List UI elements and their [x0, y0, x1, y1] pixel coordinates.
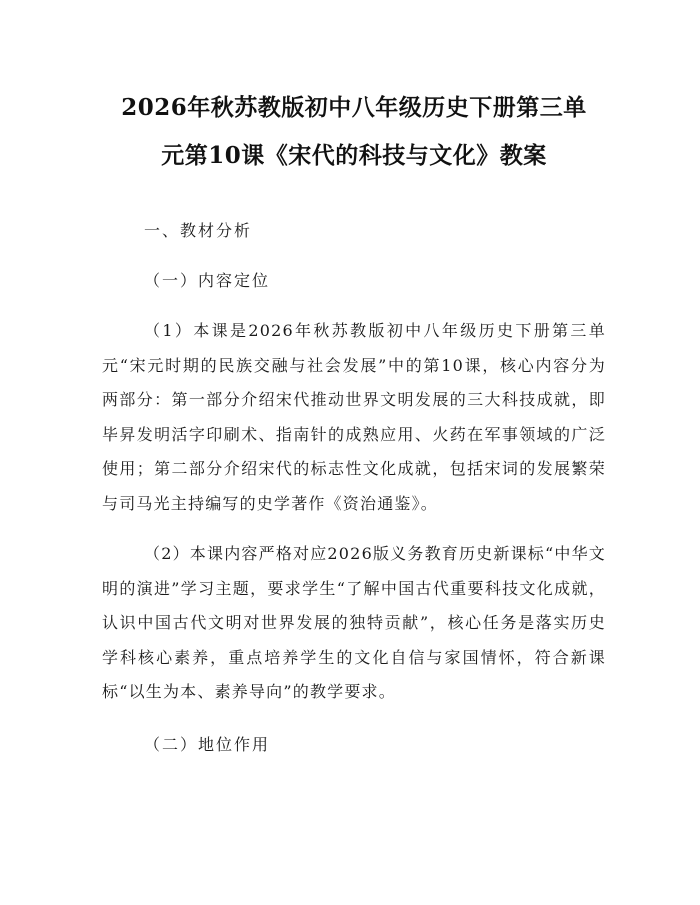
subsection-heading-content-positioning: （一）内容定位: [144, 271, 271, 290]
document-title: [102, 84, 606, 180]
paragraph-content-overview: （1）本课是2026年秋苏教版初中八年级历史下册第三单元“宋元时期的民族交融与社会发展”中的第10课，核心内容分为两部分：第一部分介绍宋代推动世界文明发展的三大科技成就，即毕昇发明活字印刷术、指南针的成熟应用、火药在军事领域的广泛使用；第二部分介绍宋代的标志性文化成就，包括宋词的发展繁荣与司马光主持编写的史学著作《资治通鉴》。: [102, 321, 606, 513]
title-line-1: 2026年秋苏教版初中八年级历史下册第三单: [121, 94, 587, 121]
paragraph-curriculum-standard: （2）本课内容严格对应2026版义务教育历史新课标“中华文明的演进”学习主题，要求学生“了解中国古代重要科技文化成就，认识中国古代文明对世界发展的独特贡献”，核心任务是落实历史学科核心素养，重点培养学生的文化自信与家国情怀，符合新课标“以生为本、素养导向”的教学要求。: [102, 544, 606, 701]
title-line-2: 元第10课《宋代的科技与文化》教案: [161, 142, 547, 169]
subsection-heading-status-role: （二）地位作用: [144, 734, 271, 754]
section-heading-teaching-material-analysis: 一、教材分析: [144, 221, 253, 240]
